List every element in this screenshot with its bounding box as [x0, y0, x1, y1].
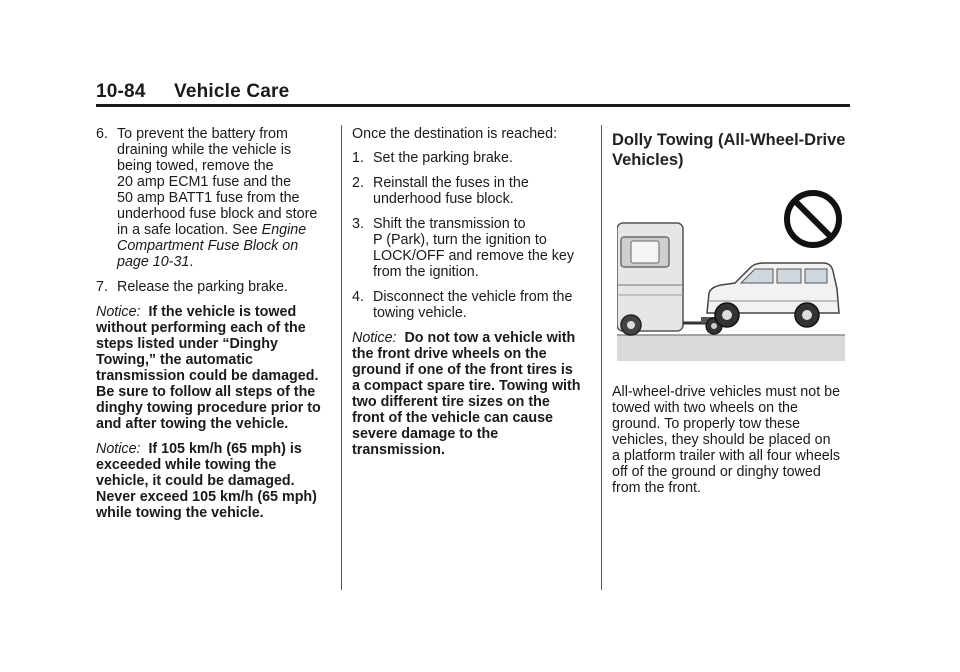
notice-text: vehicle, it could be damaged. [96, 473, 295, 489]
cross-reference[interactable]: page 10-31 [117, 254, 190, 270]
notice-text: Towing,” the automatic [96, 352, 254, 368]
prohibited-icon [787, 193, 839, 245]
step-text: Disconnect the vehicle from the [373, 289, 573, 305]
step-3 [352, 216, 592, 280]
column-3-body [612, 384, 852, 504]
step-text: in a safe location. See [117, 222, 262, 238]
step-number: 6. [96, 126, 108, 142]
body-line: a platform trailer with all four wheels [612, 448, 841, 464]
notice-label: Notice: [96, 441, 141, 457]
step-number: 1. [352, 150, 364, 166]
step-text: LOCK/OFF and remove the key [373, 248, 575, 264]
notice-text: Be sure to follow all steps of the [96, 384, 316, 400]
step-text: Shift the transmission to [373, 216, 526, 232]
column-divider-1 [341, 125, 342, 590]
body-line: vehicles, they should be placed on [612, 432, 831, 448]
heading-line: Vehicles) [612, 151, 684, 169]
body-line: All-wheel-drive vehicles must not be [612, 384, 841, 400]
motorhome [617, 223, 683, 335]
step-text: . [189, 254, 194, 270]
step-7 [96, 279, 332, 295]
notice-text: exceeded while towing the [96, 457, 277, 473]
notice-text: front of the vehicle can cause [352, 410, 554, 426]
suv-vehicle [707, 263, 839, 327]
step-text: being towed, remove the [117, 158, 274, 174]
body-line: from the front. [612, 480, 701, 496]
step-number: 7. [96, 279, 108, 295]
step-text: P (Park), turn the ignition to [373, 232, 547, 248]
notice-label: Notice: [352, 330, 397, 346]
body-line: off of the ground or dinghy towed [612, 464, 821, 480]
step-text: Release the parking brake. [117, 279, 288, 295]
notice-1 [96, 304, 332, 432]
notice-text: If the vehicle is towed [148, 304, 297, 320]
step-text: from the ignition. [373, 264, 479, 280]
column-3 [612, 130, 852, 180]
step-text: 50 amp BATT1 fuse from the [117, 190, 300, 206]
notice-2 [96, 441, 332, 521]
column-2 [352, 126, 592, 467]
step-text: draining while the vehicle is [117, 142, 292, 158]
notice-text: steps listed under “Dinghy [96, 336, 278, 352]
step-number: 4. [352, 289, 364, 305]
notice-text: Never exceed 105 km/h (65 mph) [96, 489, 317, 505]
notice-text: and after towing the vehicle. [96, 416, 289, 432]
step-text: Set the parking brake. [373, 150, 513, 166]
step-text: Reinstall the fuses in the [373, 175, 529, 191]
notice-text: while towing the vehicle. [96, 505, 264, 521]
step-6 [96, 126, 332, 270]
notice-text: a compact spare tire. Towing with [352, 378, 581, 394]
body-line: ground. To properly tow these [612, 416, 801, 432]
road [617, 335, 845, 361]
notice-text: severe damage to the [352, 426, 499, 442]
step-number: 3. [352, 216, 364, 232]
notice-text: dinghy towing procedure prior to [96, 400, 321, 416]
page-header [96, 81, 289, 103]
step-text: underhood fuse block and store [117, 206, 318, 222]
notice-label: Notice: [96, 304, 141, 320]
intro-text: Once the destination is reached: [352, 126, 558, 142]
step-4 [352, 289, 592, 321]
body-text [612, 384, 852, 496]
page-number: 10-84 [96, 81, 146, 102]
notice-text: two different tire sizes on the [352, 394, 550, 410]
step-text: towing vehicle. [373, 305, 467, 321]
notice-text: transmission could be damaged. [96, 368, 319, 384]
cross-reference[interactable]: Engine [261, 222, 307, 238]
notice-text: without performing each of the [96, 320, 306, 336]
notice-3 [352, 330, 592, 458]
step-number: 2. [352, 175, 364, 191]
notice-text: Do not tow a vehicle with [404, 330, 576, 346]
notice-text: If 105 km/h (65 mph) is [148, 441, 302, 457]
notice-text: ground if one of the front tires is [352, 362, 573, 378]
heading-line: Dolly Towing (All-Wheel-Drive [612, 131, 846, 149]
section-heading [612, 130, 852, 170]
cross-reference[interactable]: Compartment Fuse Block on [117, 238, 299, 254]
dolly-towing-illustration [617, 185, 845, 361]
section-title: Vehicle Care [174, 81, 290, 102]
step-2 [352, 175, 592, 207]
notice-text: the front drive wheels on the [352, 346, 547, 362]
column-divider-2 [601, 125, 602, 590]
column-1 [96, 126, 332, 530]
header-rule [96, 104, 850, 107]
step-text: 20 amp ECM1 fuse and the [117, 174, 292, 190]
step-text: underhood fuse block. [373, 191, 514, 207]
step-text: To prevent the battery from [117, 126, 288, 142]
notice-text: transmission. [352, 442, 445, 458]
step-1 [352, 150, 592, 166]
body-line: towed with two wheels on the [612, 400, 798, 416]
